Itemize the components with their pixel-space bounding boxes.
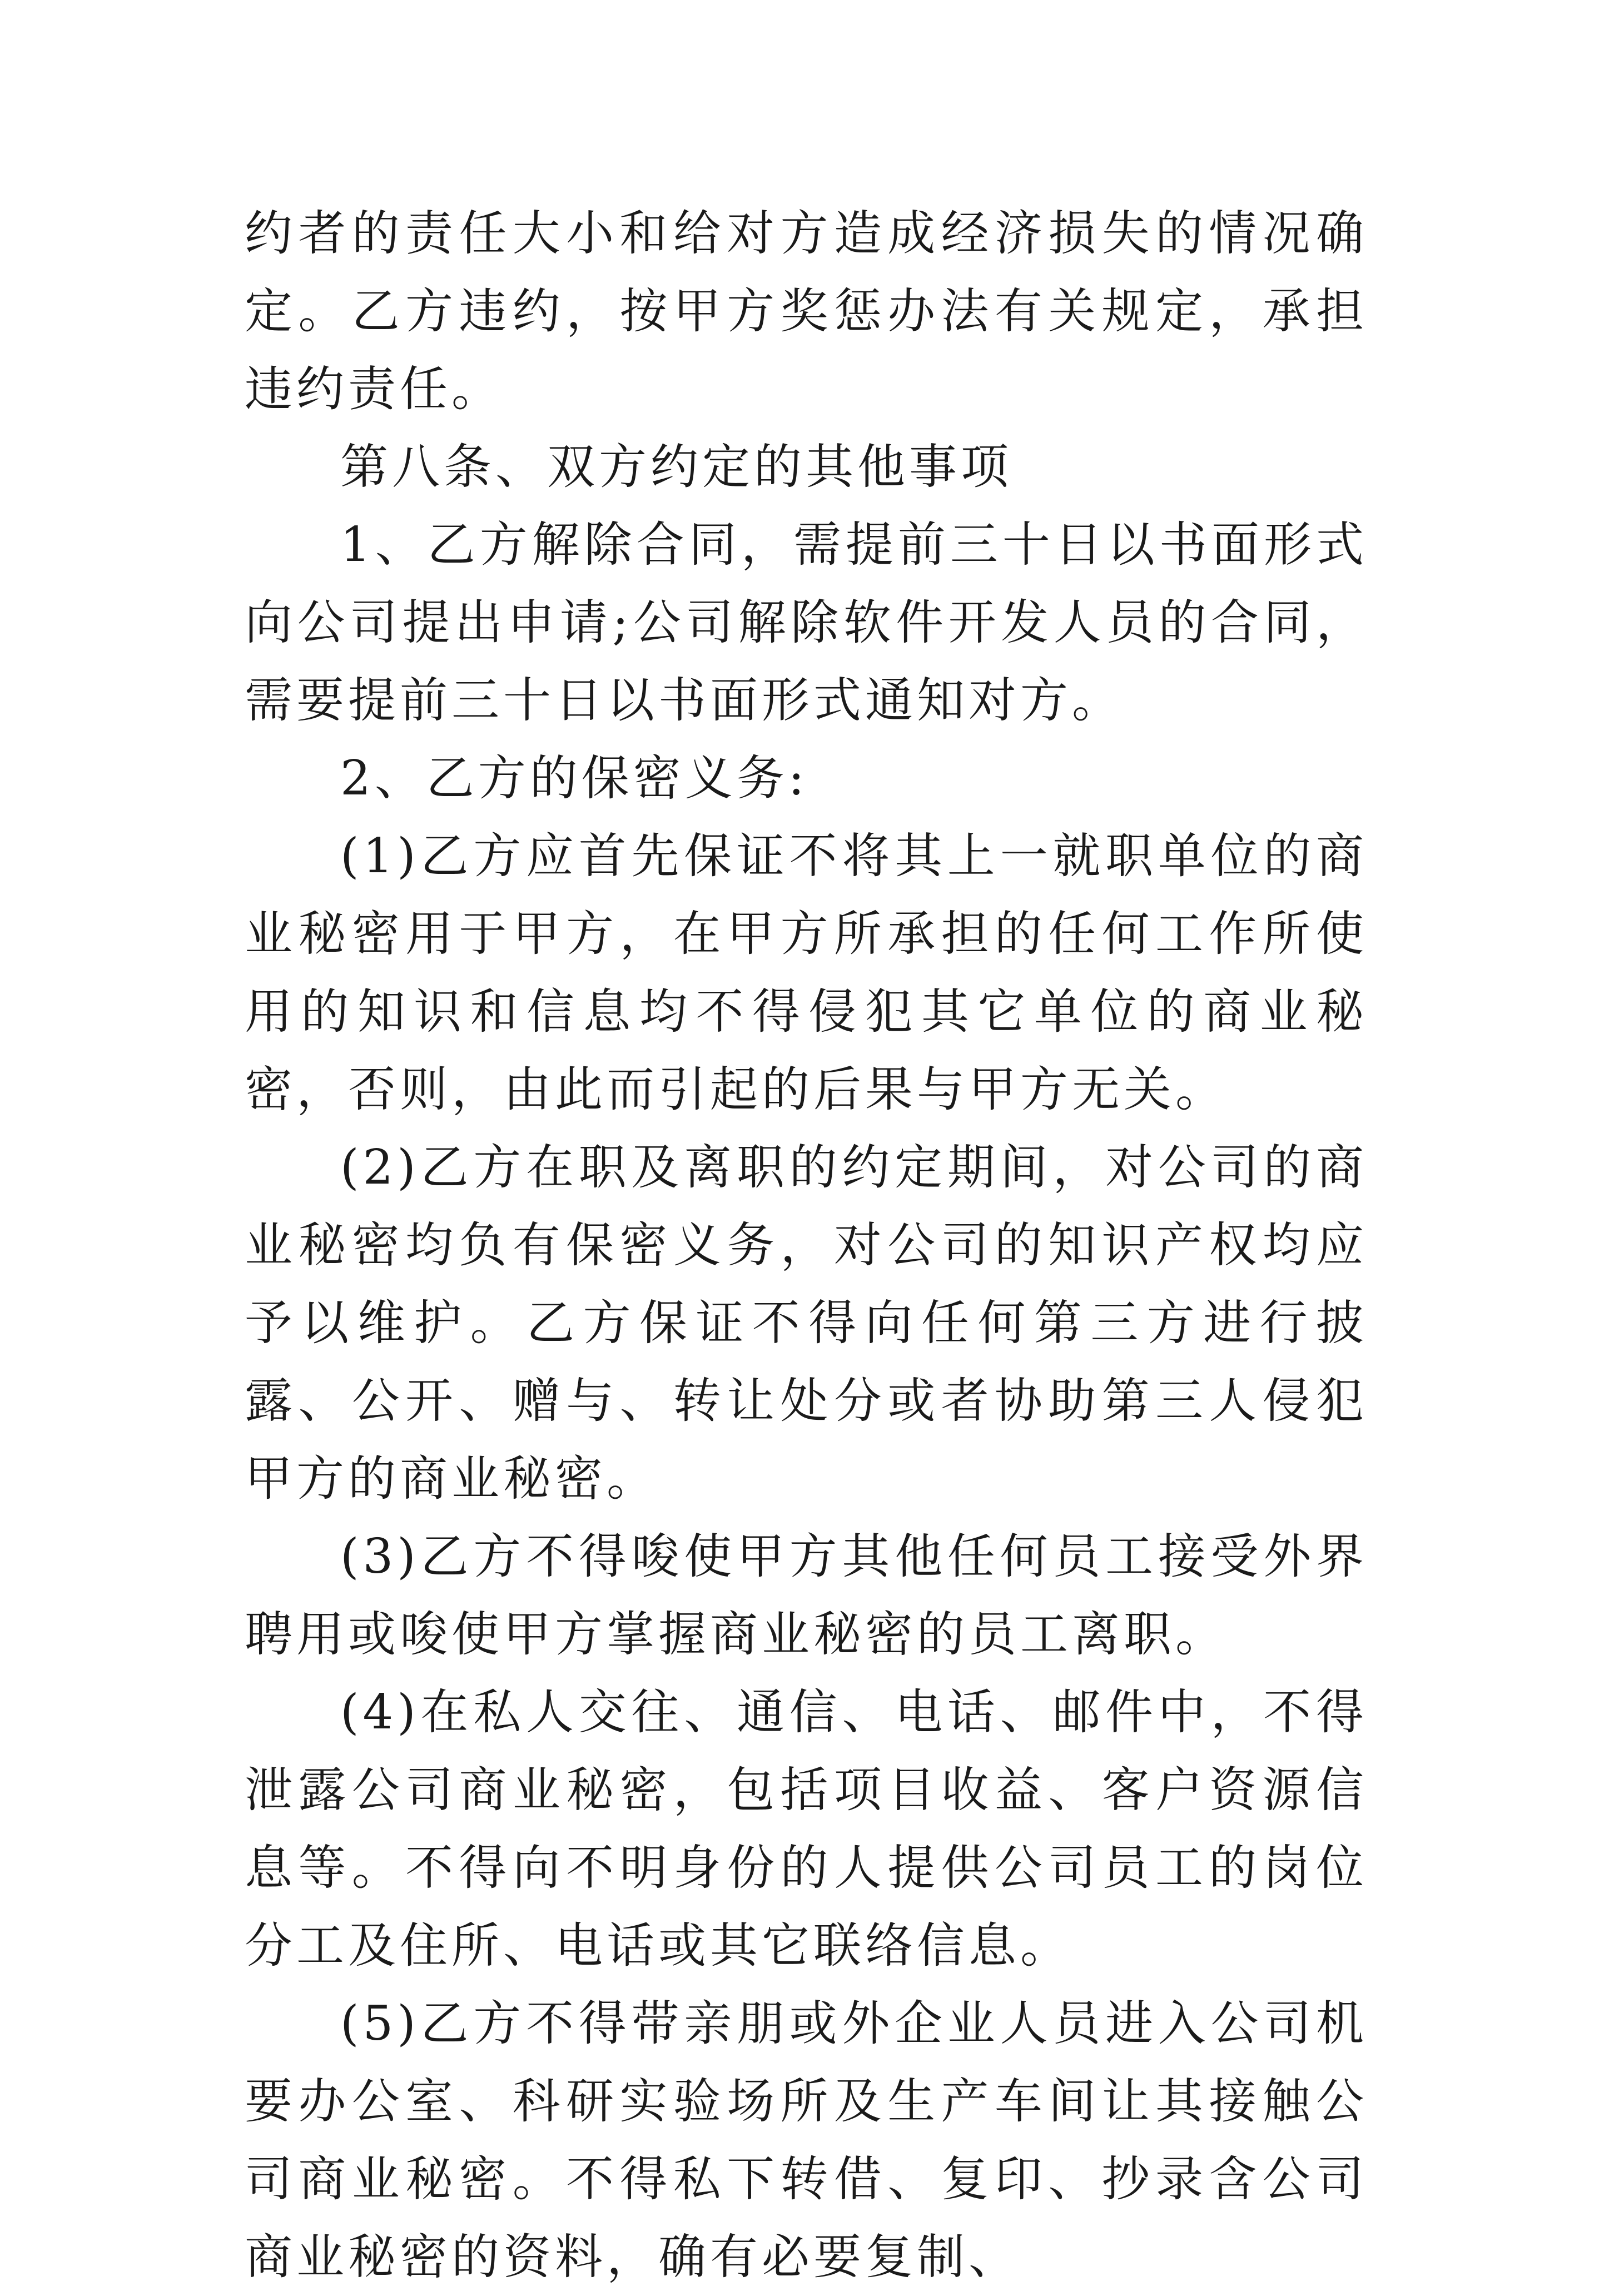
paragraph-clause-2-confidentiality: 2、乙方的保密义务: xyxy=(340,751,808,806)
paragraph-article-8-heading: 第八条、双方约定的其他事项 xyxy=(340,439,1012,495)
paragraph-clause-1-termination: 1、乙方解除合同，需提前三十日以书面形式向公司提出申请;公司解除软件开发人员的合同，需要提前三十日以书面形式通知对方。 xyxy=(245,517,1368,728)
paragraph-item-5: (5)乙方不得带亲朋或外企业人员进入公司机要办公室、科研实验场所及生产车间让其接触公司商业秘密。不得私下转借、复印、抄录含公司商业秘密的资料，确有必要复制、 xyxy=(245,1996,1368,2285)
paragraph-item-4: (4)在私人交往、通信、电话、邮件中，不得泄露公司商业秘密，包括项目收益、客户资源信息等。不得向不明身份的人提供公司员工的岗位分工及住所、电话或其它联络信息。 xyxy=(245,1684,1368,1974)
document-body xyxy=(245,195,1368,2296)
paragraph-item-3: (3)乙方不得唆使甲方其他任何员工接受外界聘用或唆使甲方掌握商业秘密的员工离职。 xyxy=(245,1529,1368,1662)
paragraph-item-2: (2)乙方在职及离职的约定期间，对公司的商业秘密均负有保密义务，对公司的知识产权均应予以维护。乙方保证不得向任何第三方进行披露、公开、赠与、转让处分或者协助第三人侵犯甲方的商业秘密。 xyxy=(245,1140,1368,1507)
paragraph-liability-continued: 约者的责任大小和给对方造成经济损失的情况确定。乙方违约，按甲方奖惩办法有关规定，承担违约责任。 xyxy=(245,206,1368,417)
paragraph-item-1: (1)乙方应首先保证不将其上一就职单位的商业秘密用于甲方，在甲方所承担的任何工作所使用的知识和信息均不得侵犯其它单位的商业秘密，否则，由此而引起的后果与甲方无关。 xyxy=(245,828,1368,1117)
